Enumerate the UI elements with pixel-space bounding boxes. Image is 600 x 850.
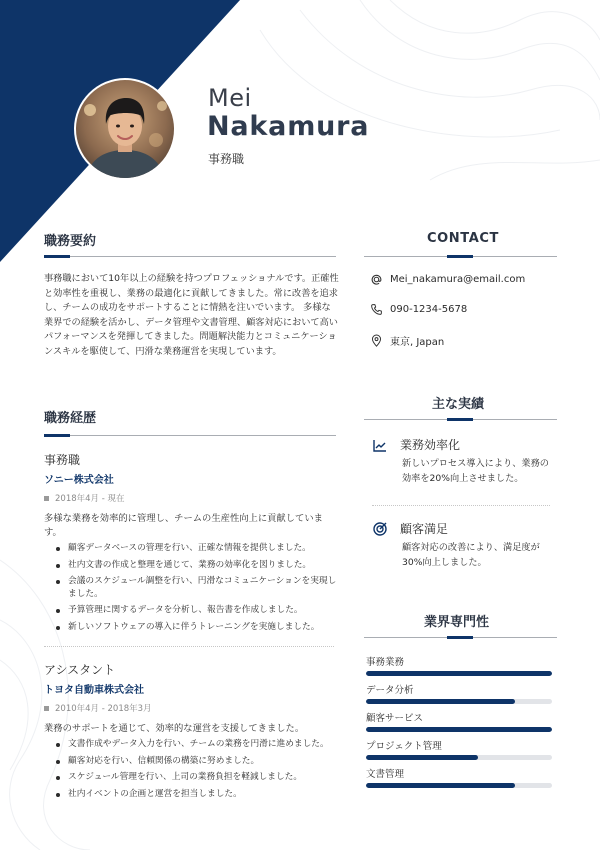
skill-bar-track — [366, 699, 552, 704]
contact-phone[interactable]: 090-1234-5678 — [390, 304, 468, 315]
skill-item — [366, 710, 552, 732]
contact-phone-row — [370, 303, 467, 316]
job-role: アシスタント — [44, 663, 116, 677]
job-title: 事務職 — [208, 152, 245, 166]
job-date — [44, 702, 340, 714]
job-date-text: 2018年4月 - 現在 — [55, 494, 125, 504]
achievement-separator — [372, 505, 550, 506]
location-pin-icon — [370, 334, 383, 347]
skills-rule-accent — [447, 636, 473, 639]
date-square-icon — [44, 496, 49, 501]
job-bullet: 会議のスケジュール調整を行い、円滑なコミュニケーションを実現しました。 — [54, 575, 340, 600]
skill-bar-track — [366, 671, 552, 676]
job-entry-2 — [44, 661, 340, 804]
job-company: ソニー株式会社 — [44, 475, 114, 486]
profile-photo — [76, 80, 174, 178]
achievements-heading: 主な実績 — [432, 397, 485, 412]
job-bullet: スケジュール管理を行い、上司の業務負担を軽減しました。 — [54, 771, 340, 784]
experience-rule-accent — [44, 434, 70, 437]
job-entry-1 — [44, 451, 340, 638]
skill-bar-fill — [366, 727, 552, 732]
job-bullets — [44, 738, 340, 800]
skill-bar-track — [366, 755, 552, 760]
job-bullet: 社内イベントの企画と運営を担当しました。 — [54, 788, 340, 801]
achievement-title: 顧客満足 — [400, 522, 449, 536]
contact-email-row — [370, 273, 525, 286]
skill-label: 事務業務 — [366, 657, 405, 668]
skill-bar-track — [366, 727, 552, 732]
contact-heading: CONTACT — [427, 231, 499, 246]
job-date — [44, 492, 340, 504]
achievement-item-1 — [372, 436, 557, 486]
summary-text: 事務職において10年以上の経験を持つプロフェッショナルです。正確性と効率性を重視し、業務の最適化に貢献してきました。常に改善を追求し、チームの成功をサポートすることに情熱を注いでいます。 多様な業界での経験を活かし、データ管理や文書管理、顧客対応において高いパフォーマンスを発揮してきました。問題解決能力とコミュニケーションスキルを駆使して、円滑な業務運営を実現しています。 — [44, 273, 339, 357]
job-description: 業務のサポートを通じて、効率的な運営を支援してきました。 — [44, 723, 305, 734]
achievement-title: 業務効率化 — [400, 438, 461, 452]
target-icon — [372, 521, 388, 537]
last-name: Nakamura — [207, 111, 370, 142]
achievement-description: 新しいプロセス導入により、業務の効率を20%向上させました。 — [402, 458, 549, 484]
skill-label: データ分析 — [366, 685, 414, 696]
contact-email[interactable]: Mei_nakamura@email.com — [390, 274, 526, 285]
skill-item — [366, 766, 552, 788]
skill-bar-fill — [366, 755, 478, 760]
experience-heading: 職務経歴 — [44, 411, 97, 426]
skill-bar-fill — [366, 671, 552, 676]
skill-item — [366, 654, 552, 676]
skill-item — [366, 682, 552, 704]
job-role: 事務職 — [44, 453, 81, 467]
job-bullet: 社内文書の作成と整理を通じて、業務の効率化を図りました。 — [54, 559, 340, 572]
skill-label: 顧客サービス — [366, 713, 424, 724]
job-bullet: 顧客データベースの管理を行い、正確な情報を提供しました。 — [54, 542, 340, 555]
job-bullets — [44, 542, 340, 634]
experience-rule — [44, 435, 336, 436]
job-date-text: 2010年4月 - 2018年3月 — [55, 704, 152, 714]
job-bullet: 顧客対応を行い、信頼関係の構築に努めました。 — [54, 755, 340, 768]
contact-location: 東京, Japan — [390, 337, 445, 348]
job-description: 多様な業務を効率的に管理し、チームの生産性向上に貢献しています。 — [44, 513, 323, 538]
achievement-description: 顧客対応の改善により、満足度が30%向上しました。 — [402, 542, 540, 568]
job-separator — [44, 646, 334, 647]
job-bullet: 文書作成やデータ入力を行い、チームの業務を円滑に進めました。 — [54, 738, 340, 751]
achievement-item-2 — [372, 520, 557, 570]
achievements-rule-accent — [447, 418, 473, 421]
job-bullet: 予算管理に関するデータを分析し、報告書を作成しました。 — [54, 604, 340, 617]
date-square-icon — [44, 706, 49, 711]
contact-location-row — [370, 333, 444, 348]
phone-icon — [370, 303, 383, 316]
summary-heading: 職務要約 — [44, 234, 97, 249]
job-bullet: 新しいソフトウェアの導入に伴うトレーニングを実施しました。 — [54, 621, 340, 634]
at-icon — [370, 273, 383, 286]
first-name: Mei — [208, 84, 252, 112]
summary-rule-accent — [44, 255, 70, 258]
skill-item — [366, 738, 552, 760]
skill-label: プロジェクト管理 — [366, 741, 442, 752]
trend-chart-icon — [372, 437, 388, 453]
job-company: トヨタ自動車株式会社 — [44, 685, 144, 696]
summary-rule — [44, 256, 336, 257]
skill-bar-fill — [366, 699, 515, 704]
skill-bar-fill — [366, 783, 515, 788]
skill-label: 文書管理 — [366, 769, 405, 780]
skills-heading: 業界専門性 — [424, 615, 490, 630]
skill-bar-track — [366, 783, 552, 788]
contact-rule-accent — [447, 255, 473, 258]
